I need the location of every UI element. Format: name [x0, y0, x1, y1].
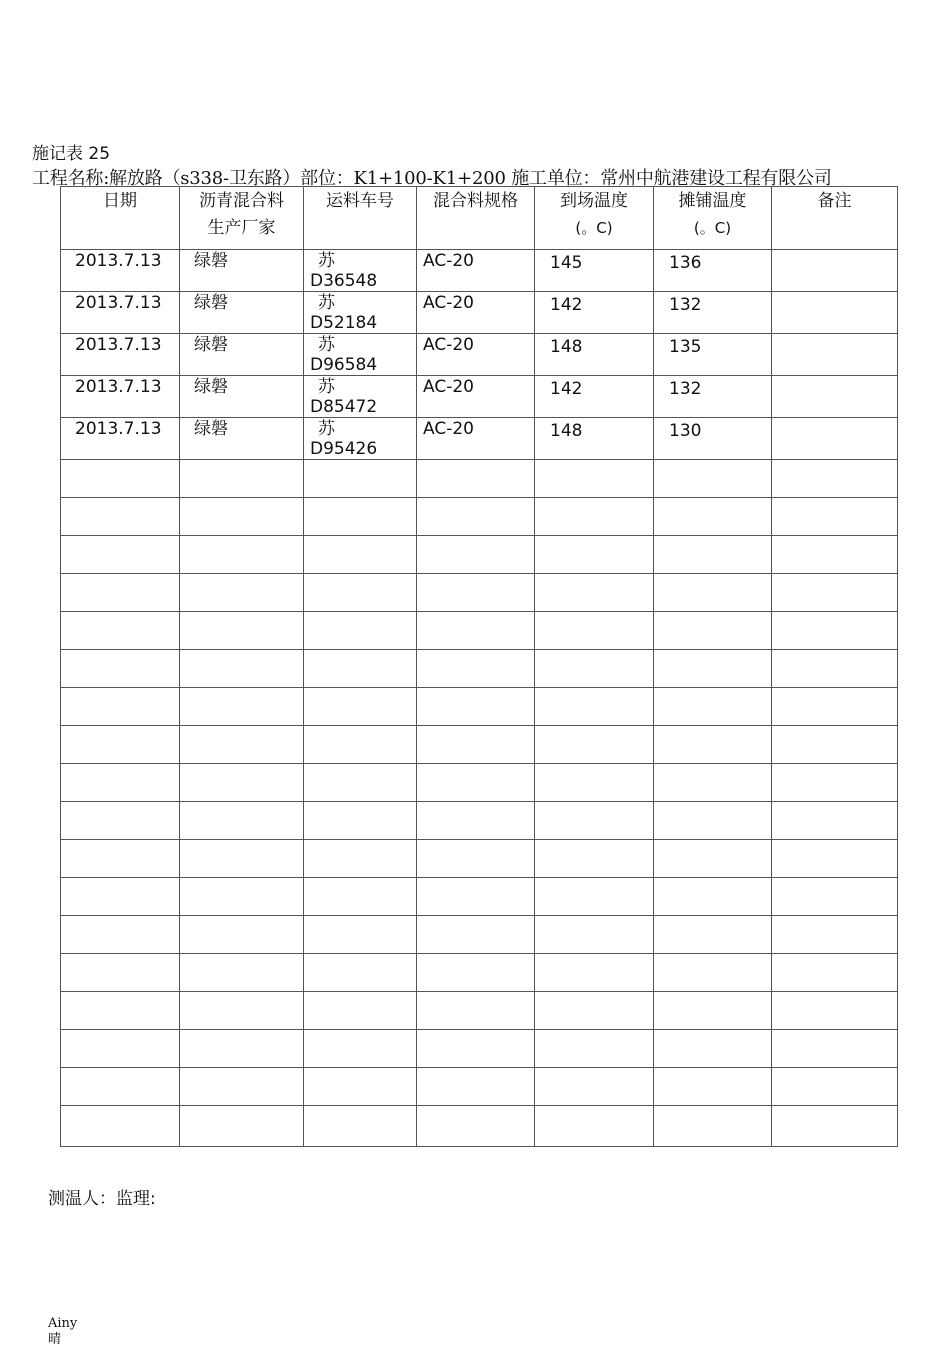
cell-date [61, 916, 180, 954]
cell-maker-value: 绿磐 [194, 293, 228, 313]
cell-date [61, 1068, 180, 1106]
truck-plate: D96584 [310, 355, 378, 375]
cell-paving-temp [654, 418, 772, 460]
cell-spec [417, 650, 535, 688]
project-info-line: 工程名称:解放路（s338-卫东路）部位：K1+100-K1+200 施工单位：常州中航港建设工程有限公司 [32, 168, 832, 189]
empty-table-row [61, 688, 898, 726]
cell-date [61, 764, 180, 802]
cell-arrival-temp [535, 292, 654, 334]
truck-prefix: 苏 [318, 251, 335, 271]
cell-maker [180, 992, 304, 1030]
cell-maker-value: 绿磐 [194, 335, 228, 355]
cell-arrival-temp [535, 916, 654, 954]
signature-line: 测温人：监理: [48, 1189, 156, 1209]
cell-remark [772, 764, 898, 802]
cell-remark [772, 688, 898, 726]
cell-date [61, 574, 180, 612]
cell-truck [304, 1106, 417, 1147]
cell-paving-temp-value: 135 [669, 337, 702, 357]
cell-truck [304, 840, 417, 878]
cell-truck [304, 726, 417, 764]
cell-truck [304, 688, 417, 726]
cell-truck [304, 250, 417, 292]
cell-paving-temp [654, 376, 772, 418]
cell-maker [180, 460, 304, 498]
cell-arrival-temp [535, 726, 654, 764]
cell-maker-value: 绿磐 [194, 419, 228, 439]
cell-spec [417, 418, 535, 460]
header-date-label: 日期 [103, 191, 137, 211]
cell-paving-temp [654, 1106, 772, 1147]
cell-date-value: 2013.7.13 [75, 377, 162, 397]
footer-note [48, 1316, 77, 1348]
cell-truck [304, 536, 417, 574]
cell-arrival-temp [535, 334, 654, 376]
cell-remark-value [772, 292, 897, 293]
cell-maker [180, 954, 304, 992]
cell-spec [417, 802, 535, 840]
cell-maker [180, 1068, 304, 1106]
cell-spec [417, 878, 535, 916]
cell-spec [417, 764, 535, 802]
cell-date [61, 536, 180, 574]
header-maker-label-2: 生产厂家 [207, 218, 276, 238]
header-spec-label: 混合料规格 [433, 191, 518, 211]
cell-paving-temp-value: 130 [669, 421, 702, 441]
cell-date [61, 840, 180, 878]
table-row [61, 334, 898, 376]
cell-maker [180, 650, 304, 688]
cell-truck [304, 460, 417, 498]
cell-maker [180, 840, 304, 878]
cell-arrival-temp [535, 688, 654, 726]
cell-maker [180, 1106, 304, 1147]
cell-remark [772, 878, 898, 916]
header-arrival-temp-unit: (。C) [575, 219, 613, 237]
cell-maker [180, 418, 304, 460]
cell-truck [304, 650, 417, 688]
cell-spec [417, 992, 535, 1030]
cell-date [61, 954, 180, 992]
cell-paving-temp [654, 688, 772, 726]
header-maker-label-1: 沥青混合料 [199, 191, 284, 211]
empty-table-row [61, 650, 898, 688]
cell-arrival-temp [535, 612, 654, 650]
cell-arrival-temp [535, 954, 654, 992]
cell-paving-temp [654, 1068, 772, 1106]
truck-number [304, 250, 416, 291]
cell-spec [417, 1030, 535, 1068]
cell-remark [772, 498, 898, 536]
cell-remark [772, 418, 898, 460]
cell-maker-value: 绿磐 [194, 251, 228, 271]
cell-remark [772, 916, 898, 954]
cell-paving-temp [654, 764, 772, 802]
cell-spec [417, 536, 535, 574]
cell-spec [417, 1106, 535, 1147]
empty-table-row [61, 460, 898, 498]
cell-paving-temp [654, 460, 772, 498]
cell-date-value: 2013.7.13 [75, 335, 162, 355]
cell-date [61, 376, 180, 418]
cell-spec [417, 498, 535, 536]
empty-table-row [61, 498, 898, 536]
cell-paving-temp [654, 536, 772, 574]
table-body [61, 250, 898, 1147]
cell-remark [772, 334, 898, 376]
cell-paving-temp-value: 132 [669, 295, 702, 315]
cell-truck [304, 954, 417, 992]
cell-spec [417, 916, 535, 954]
cell-spec [417, 460, 535, 498]
cell-paving-temp [654, 954, 772, 992]
cell-date [61, 1106, 180, 1147]
cell-arrival-temp [535, 574, 654, 612]
truck-number [304, 334, 416, 375]
empty-table-row [61, 802, 898, 840]
cell-arrival-temp-value: 145 [550, 253, 583, 273]
cell-arrival-temp [535, 650, 654, 688]
cell-remark [772, 726, 898, 764]
cell-arrival-temp [535, 1030, 654, 1068]
cell-paving-temp-value: 132 [669, 379, 702, 399]
cell-paving-temp [654, 292, 772, 334]
cell-truck [304, 1030, 417, 1068]
empty-table-row [61, 1030, 898, 1068]
cell-remark [772, 1030, 898, 1068]
cell-paving-temp [654, 916, 772, 954]
cell-remark [772, 802, 898, 840]
cell-maker [180, 250, 304, 292]
cell-maker [180, 612, 304, 650]
cell-arrival-temp-value: 142 [550, 379, 583, 399]
cell-truck [304, 418, 417, 460]
cell-remark [772, 1106, 898, 1147]
cell-truck [304, 802, 417, 840]
truck-plate: D52184 [310, 313, 378, 333]
cell-spec-value: AC-20 [423, 335, 474, 355]
cell-remark-value [772, 418, 897, 419]
cell-truck [304, 574, 417, 612]
cell-paving-temp [654, 250, 772, 292]
empty-table-row [61, 878, 898, 916]
header-maker [180, 187, 304, 250]
cell-date [61, 992, 180, 1030]
cell-paving-temp [654, 334, 772, 376]
cell-date [61, 650, 180, 688]
cell-spec-value: AC-20 [423, 293, 474, 313]
empty-table-row [61, 992, 898, 1030]
cell-paving-temp [654, 574, 772, 612]
cell-remark-value [772, 334, 897, 335]
header-remark-label: 备注 [817, 191, 852, 211]
header-paving-temp [654, 187, 772, 250]
cell-arrival-temp [535, 498, 654, 536]
cell-date [61, 802, 180, 840]
empty-table-row [61, 574, 898, 612]
cell-remark [772, 536, 898, 574]
cell-spec-value: AC-20 [423, 377, 474, 397]
cell-remark [772, 574, 898, 612]
cell-remark [772, 250, 898, 292]
header-paving-temp-label: 摊铺温度 [678, 191, 747, 211]
truck-prefix: 苏 [318, 335, 335, 355]
cell-date [61, 250, 180, 292]
empty-table-row [61, 954, 898, 992]
cell-truck [304, 292, 417, 334]
cell-remark [772, 460, 898, 498]
header-arrival-temp-label: 到场温度 [560, 191, 628, 211]
cell-paving-temp [654, 498, 772, 536]
truck-number [304, 292, 416, 333]
cell-paving-temp-value: 136 [669, 253, 702, 273]
truck-plate: D36548 [310, 271, 378, 291]
cell-arrival-temp [535, 1106, 654, 1147]
cell-paving-temp [654, 840, 772, 878]
cell-arrival-temp-value: 142 [550, 295, 583, 315]
header-remark [772, 187, 898, 250]
cell-arrival-temp [535, 418, 654, 460]
cell-paving-temp [654, 650, 772, 688]
header-date [61, 187, 180, 250]
cell-date [61, 418, 180, 460]
cell-remark-value [772, 250, 897, 251]
cell-maker [180, 1030, 304, 1068]
cell-maker [180, 376, 304, 418]
table-row [61, 292, 898, 334]
header-spec [417, 187, 535, 250]
cell-arrival-temp [535, 536, 654, 574]
truck-number [304, 376, 416, 417]
temperature-record-table [60, 186, 898, 1147]
cell-maker [180, 878, 304, 916]
cell-truck [304, 1068, 417, 1106]
cell-date [61, 460, 180, 498]
cell-spec [417, 840, 535, 878]
cell-remark [772, 1068, 898, 1106]
cell-truck [304, 916, 417, 954]
cell-remark [772, 954, 898, 992]
cell-date [61, 612, 180, 650]
empty-table-row [61, 1068, 898, 1106]
empty-table-row [61, 764, 898, 802]
cell-spec [417, 334, 535, 376]
cell-spec [417, 376, 535, 418]
cell-paving-temp [654, 1030, 772, 1068]
cell-spec [417, 250, 535, 292]
cell-remark [772, 292, 898, 334]
cell-date [61, 292, 180, 334]
empty-table-row [61, 840, 898, 878]
cell-spec [417, 688, 535, 726]
cell-maker [180, 334, 304, 376]
cell-maker [180, 726, 304, 764]
cell-spec [417, 954, 535, 992]
cell-maker [180, 764, 304, 802]
table-header-row [61, 187, 898, 250]
header-paving-temp-unit: (。C) [693, 219, 732, 237]
cell-paving-temp [654, 802, 772, 840]
cell-remark [772, 612, 898, 650]
footer-note-line-1: Ainy [48, 1316, 78, 1331]
truck-prefix: 苏 [318, 419, 335, 439]
cell-paving-temp [654, 878, 772, 916]
cell-remark [772, 992, 898, 1030]
cell-paving-temp [654, 612, 772, 650]
cell-date-value: 2013.7.13 [75, 251, 162, 271]
cell-remark-value [772, 376, 897, 377]
cell-date [61, 1030, 180, 1068]
truck-plate: D95426 [310, 439, 378, 459]
header-truck [304, 187, 417, 250]
cell-remark [772, 376, 898, 418]
cell-spec [417, 574, 535, 612]
cell-date [61, 878, 180, 916]
cell-spec-value: AC-20 [423, 251, 474, 271]
cell-arrival-temp [535, 878, 654, 916]
cell-spec [417, 1068, 535, 1106]
cell-date [61, 726, 180, 764]
header-arrival-temp [535, 187, 654, 250]
cell-date [61, 688, 180, 726]
empty-table-row [61, 536, 898, 574]
cell-remark [772, 650, 898, 688]
cell-truck [304, 878, 417, 916]
cell-spec [417, 612, 535, 650]
cell-truck [304, 612, 417, 650]
cell-truck [304, 764, 417, 802]
footer-note-line-2: 晴 [48, 1332, 62, 1347]
cell-truck [304, 992, 417, 1030]
cell-arrival-temp [535, 802, 654, 840]
table-row [61, 418, 898, 460]
cell-arrival-temp [535, 764, 654, 802]
cell-date-value: 2013.7.13 [75, 293, 162, 313]
cell-spec [417, 292, 535, 334]
cell-maker [180, 688, 304, 726]
cell-date [61, 498, 180, 536]
cell-arrival-temp [535, 460, 654, 498]
cell-paving-temp [654, 726, 772, 764]
cell-arrival-temp-value: 148 [550, 337, 583, 357]
truck-prefix: 苏 [318, 293, 335, 313]
cell-spec-value: AC-20 [423, 419, 474, 439]
cell-remark [772, 840, 898, 878]
empty-table-row [61, 726, 898, 764]
form-number: 施记表 25 [32, 144, 111, 164]
cell-arrival-temp [535, 1068, 654, 1106]
cell-maker-value: 绿磐 [194, 377, 228, 397]
cell-truck [304, 498, 417, 536]
cell-maker [180, 292, 304, 334]
empty-table-row [61, 916, 898, 954]
cell-maker [180, 916, 304, 954]
table-row [61, 250, 898, 292]
cell-maker [180, 536, 304, 574]
table-row [61, 376, 898, 418]
cell-date-value: 2013.7.13 [75, 419, 162, 439]
cell-truck [304, 334, 417, 376]
empty-table-row [61, 1106, 898, 1147]
cell-paving-temp [654, 992, 772, 1030]
cell-maker [180, 802, 304, 840]
cell-arrival-temp [535, 840, 654, 878]
cell-arrival-temp [535, 376, 654, 418]
empty-table-row [61, 612, 898, 650]
header-truck-label: 运料车号 [326, 191, 394, 211]
cell-arrival-temp-value: 148 [550, 421, 583, 441]
truck-number [304, 418, 416, 459]
cell-arrival-temp [535, 992, 654, 1030]
cell-maker [180, 498, 304, 536]
truck-prefix: 苏 [318, 377, 335, 397]
cell-arrival-temp [535, 250, 654, 292]
truck-plate: D85472 [310, 397, 378, 417]
cell-spec [417, 726, 535, 764]
cell-maker [180, 574, 304, 612]
cell-date [61, 334, 180, 376]
cell-truck [304, 376, 417, 418]
